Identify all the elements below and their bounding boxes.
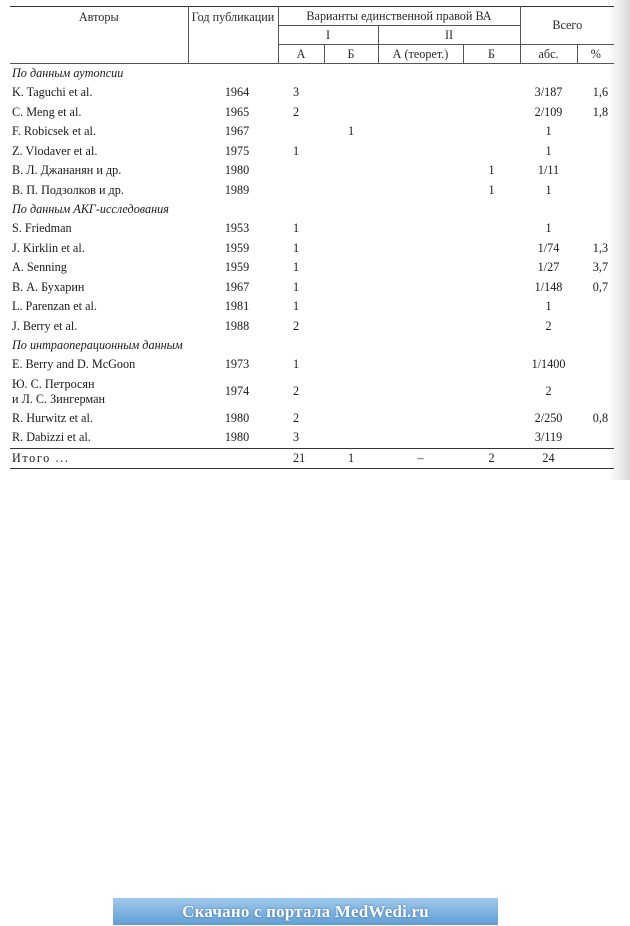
- table-header: [10, 7, 614, 64]
- table-row: [10, 103, 614, 123]
- header-group-1: I: [278, 26, 378, 45]
- variant-2b-cell: 1: [488, 163, 495, 178]
- variant-2a-cell: [378, 219, 463, 239]
- table-row: [10, 83, 614, 103]
- variant-2b-cell: [463, 355, 520, 375]
- variant-2a-cell: [378, 142, 463, 162]
- total-1a-cell: 21: [278, 448, 324, 468]
- variant-1a-cell: 1: [293, 260, 300, 275]
- variant-1b-cell: [324, 142, 378, 162]
- year-cell: 1959: [224, 240, 250, 255]
- variant-2b-cell: 1: [488, 182, 495, 197]
- variant-2a-cell: [378, 83, 463, 103]
- variant-1a-cell: 1: [293, 299, 300, 314]
- header-sub-1a: А: [278, 45, 324, 64]
- table-row: [10, 258, 614, 278]
- pct-cell: 1,8: [592, 104, 609, 119]
- variant-2a-cell: [378, 297, 463, 317]
- year-cell: 1980: [224, 163, 250, 178]
- variant-2b-cell: [463, 428, 520, 448]
- author-cell: C. Meng et al.: [12, 104, 82, 119]
- abs-cell: 1: [545, 143, 552, 158]
- variant-1a-cell: 1: [293, 221, 300, 236]
- variant-1b-cell: [324, 239, 378, 259]
- variant-2b-cell: [463, 297, 520, 317]
- variant-2a-cell: [378, 161, 463, 181]
- variant-2b-cell: [463, 258, 520, 278]
- author-cell: J. Kirklin et al.: [12, 240, 85, 255]
- year-cell: 1989: [224, 182, 250, 197]
- author-line-2: и Л. С. Зингерман: [12, 391, 106, 406]
- variant-1a-cell: 1: [293, 240, 300, 255]
- pct-cell: 0,8: [592, 410, 609, 425]
- total-year-cell: [188, 448, 278, 468]
- variant-1b-cell: [324, 297, 378, 317]
- variant-1b-cell: [324, 355, 378, 375]
- table-row: [10, 428, 614, 448]
- abs-cell: 2/250: [534, 410, 563, 425]
- table-row: [10, 375, 614, 409]
- total-1b-cell: 1: [324, 448, 378, 468]
- table-row: [10, 219, 614, 239]
- header-sub-2a: А (теорет.): [378, 45, 463, 64]
- abs-cell: 1/74: [537, 240, 560, 255]
- variant-2b-cell: [463, 83, 520, 103]
- header-year: Год публикации: [188, 7, 278, 64]
- author-cell: В. П. Подзолков и др.: [12, 182, 124, 197]
- variant-1a-cell: 2: [293, 384, 300, 399]
- pct-cell: [577, 122, 614, 142]
- download-source-banner[interactable]: Скачано с портала MedWedi.ru: [113, 898, 498, 925]
- variant-1a-cell: 1: [293, 143, 300, 158]
- abs-cell: 2: [545, 318, 552, 333]
- pct-cell: 1,6: [592, 85, 609, 100]
- variant-1b-cell: [324, 428, 378, 448]
- variant-1b-cell: [324, 258, 378, 278]
- table-row: [10, 317, 614, 337]
- variant-2b-cell: [463, 239, 520, 259]
- variant-1a-cell: 3: [293, 85, 300, 100]
- pct-cell: [577, 219, 614, 239]
- variant-2a-cell: [378, 428, 463, 448]
- pct-cell: 1,3: [592, 240, 609, 255]
- variant-2a-cell: [378, 103, 463, 123]
- variant-2b-cell: [463, 142, 520, 162]
- variant-1a-cell: 3: [293, 430, 300, 445]
- pct-cell: 0,7: [592, 279, 609, 294]
- variant-1b-cell: [324, 375, 378, 409]
- total-pct-cell: [577, 448, 614, 468]
- variants-table: [10, 6, 614, 469]
- table-row: [10, 122, 614, 142]
- abs-cell: 3/119: [534, 430, 563, 445]
- author-cell: В. Л. Джананян и др.: [12, 163, 122, 178]
- total-2a-cell: –: [378, 448, 463, 468]
- author-cell: R. Dabizzi et al.: [12, 430, 91, 445]
- variant-1b-cell: [324, 409, 378, 429]
- year-cell: 1973: [224, 357, 250, 372]
- variant-1a-cell: [278, 161, 324, 181]
- variant-1a-cell: [278, 122, 324, 142]
- abs-cell: 1: [545, 182, 552, 197]
- variant-1b-cell: [324, 181, 378, 201]
- section-title: По интраоперационным данным: [12, 338, 183, 353]
- abs-cell: 2: [545, 384, 552, 399]
- year-cell: 1980: [224, 410, 250, 425]
- author-cell: K. Taguchi et al.: [12, 85, 93, 100]
- variant-1a-cell: 1: [293, 279, 300, 294]
- year-cell: 1975: [224, 143, 250, 158]
- abs-cell: 1: [545, 221, 552, 236]
- pct-cell: [577, 355, 614, 375]
- year-cell: 1967: [224, 279, 250, 294]
- author-cell: F. Robicsek et al.: [12, 124, 96, 139]
- author-cell: S. Friedman: [12, 221, 72, 236]
- header-pct: %: [577, 45, 614, 64]
- author-cell: A. Senning: [12, 260, 67, 275]
- variant-2a-cell: [378, 355, 463, 375]
- variant-2a-cell: [378, 278, 463, 298]
- author-cell: J. Berry et al.: [12, 318, 78, 333]
- author-cell: E. Berry and D. McGoon: [12, 357, 136, 372]
- variant-1b-cell: 1: [347, 124, 355, 139]
- year-cell: 1981: [224, 299, 250, 314]
- abs-cell: 1/11: [537, 163, 560, 178]
- abs-cell: 3/187: [534, 85, 563, 100]
- author-cell: В. А. Бухарин: [12, 279, 85, 294]
- pct-cell: 3,7: [592, 260, 609, 275]
- variant-2b-cell: [463, 375, 520, 409]
- table-row: [10, 239, 614, 259]
- section-title: По данным аутопсии: [12, 66, 124, 81]
- variant-2a-cell: [378, 409, 463, 429]
- header-sub-1b: Б: [324, 45, 378, 64]
- variant-1a-cell: 1: [293, 357, 300, 372]
- table-row: [10, 409, 614, 429]
- year-cell: 1967: [224, 124, 250, 139]
- variant-2b-cell: [463, 409, 520, 429]
- abs-cell: 1: [545, 124, 552, 139]
- section-title: По данным АКГ-исследования: [12, 202, 169, 217]
- variant-2a-cell: [378, 375, 463, 409]
- year-cell: 1959: [224, 260, 250, 275]
- year-cell: 1953: [224, 221, 250, 236]
- abs-cell: 1/27: [537, 260, 560, 275]
- header-abs: абс.: [520, 45, 577, 64]
- table-row: [10, 355, 614, 375]
- variant-2b-cell: [463, 317, 520, 337]
- variant-1b-cell: [324, 103, 378, 123]
- author-cell: [10, 375, 188, 409]
- total-row: [10, 448, 614, 468]
- total-label: Итого ...: [10, 448, 188, 468]
- pct-cell: [577, 161, 614, 181]
- header-sub-2b: Б: [463, 45, 520, 64]
- year-cell: 1965: [224, 104, 250, 119]
- total-2b-cell: 2: [463, 448, 520, 468]
- variant-1b-cell: [324, 278, 378, 298]
- header-total: Всего: [520, 7, 614, 45]
- pct-cell: [577, 317, 614, 337]
- year-cell: 1964: [224, 85, 250, 100]
- variant-2a-cell: [378, 239, 463, 259]
- year-cell: 1980: [224, 430, 250, 445]
- variant-1b-cell: [324, 317, 378, 337]
- variant-1b-cell: [324, 219, 378, 239]
- abs-cell: 1: [545, 299, 552, 314]
- variant-2b-cell: [463, 278, 520, 298]
- variant-2a-cell: [378, 317, 463, 337]
- pct-cell: [577, 142, 614, 162]
- author-cell: R. Hurwitz et al.: [12, 410, 93, 425]
- variant-2a-cell: [378, 258, 463, 278]
- pct-cell: [577, 297, 614, 317]
- table-row: [10, 278, 614, 298]
- header-variants: Варианты единственной правой ВА: [278, 7, 520, 26]
- variant-1b-cell: [324, 161, 378, 181]
- table-row: [10, 142, 614, 162]
- variant-1a-cell: 2: [293, 410, 300, 425]
- pct-cell: [577, 375, 614, 409]
- table-row: [10, 161, 614, 181]
- total-abs-cell: 24: [520, 448, 577, 468]
- variant-1a-cell: 2: [293, 104, 300, 119]
- year-cell: 1988: [224, 318, 250, 333]
- variant-2a-cell: [378, 122, 463, 142]
- variant-2b-cell: [463, 122, 520, 142]
- abs-cell: 1/148: [534, 279, 563, 294]
- year-cell: 1974: [224, 384, 250, 399]
- abs-cell: 1/1400: [531, 357, 566, 372]
- variant-1a-cell: [278, 181, 324, 201]
- variant-2a-cell: [378, 181, 463, 201]
- author-line-1: Ю. С. Петросян: [12, 376, 95, 391]
- variant-1b-cell: [324, 83, 378, 103]
- variant-2b-cell: [463, 219, 520, 239]
- table-body: [10, 64, 614, 469]
- header-authors: Авторы: [10, 7, 188, 64]
- table-row: [10, 181, 614, 201]
- abs-cell: 2/109: [534, 104, 563, 119]
- author-cell: Z. Vlodaver et al.: [12, 143, 98, 158]
- variant-2b-cell: [463, 103, 520, 123]
- header-group-2: II: [378, 26, 520, 45]
- pct-cell: [577, 181, 614, 201]
- pct-cell: [577, 428, 614, 448]
- table-row: [10, 297, 614, 317]
- variant-1a-cell: 2: [293, 318, 300, 333]
- author-cell: L. Parenzan et al.: [12, 299, 97, 314]
